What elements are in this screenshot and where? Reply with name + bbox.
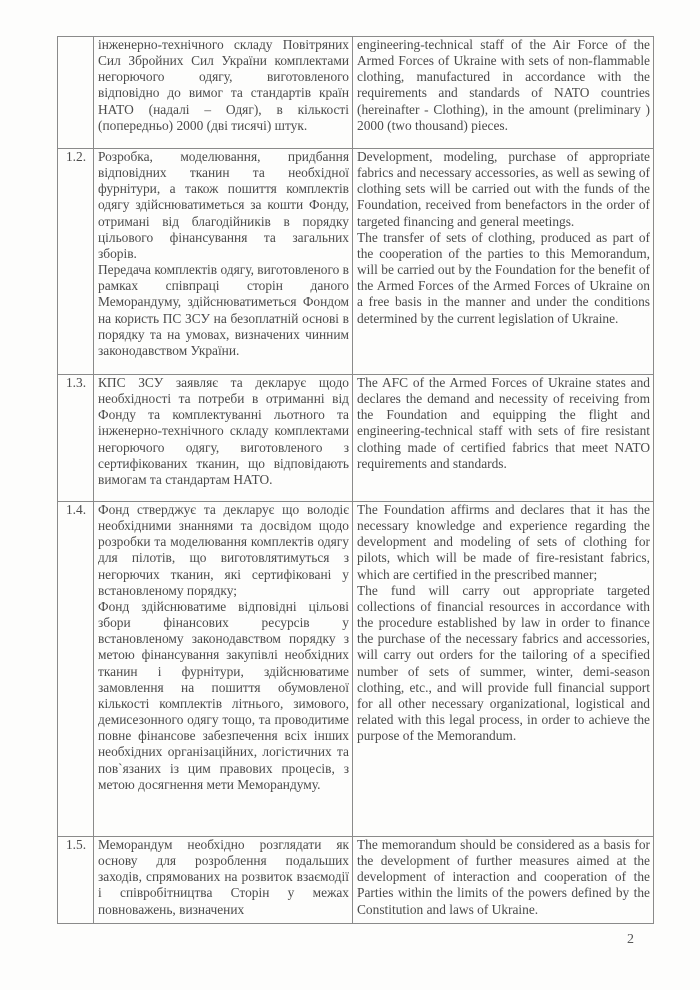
ukrainian-text-cell [94, 375, 353, 502]
ukrainian-paragraph: Фонд стверджує та декларує що володіє необхідними знаннями та досвідом щодо розробки та моделювання комплектів одягу для пілотів, що виготовлятимуться з негорючих тканин, які сертифіковані у встановленому порядку; [98, 502, 349, 598]
english-paragraph: Development, modeling, purchase of appropriate fabrics and necessary accessories, as well as sewing of clothing sets will be carried out with the funds of the Foundation, received from benefactors in the order of targeted financing and general meetings. [357, 149, 650, 229]
english-text-cell [353, 502, 654, 837]
clause-number: 1.4. [58, 502, 94, 837]
english-paragraph: The memorandum should be considered as a basis for the development of further measures aimed at the development of interaction and cooperation of the Parties within the limits of the powers defined by the Constitution and laws of Ukraine. [357, 837, 650, 917]
english-paragraph: engineering-technical staff of the Air Force of the Armed Forces of Ukraine with sets of non-flammable clothing, manufactured in accordance with the requirements and standards of NATO countries (hereinafter - Clothing), in the amount (preliminary ) 2000 (two thousand) pieces. [357, 37, 650, 133]
ukrainian-text-cell [94, 502, 353, 837]
ukrainian-paragraph: інженерно-технічного складу Повітряних Сил Збройних Сил України комплектами негорючого одягу, виготовленого відповідно до вимог та стандартів країн НАТО (надалі – Одяг), в кількості (попередньо) 2000 (дві тисячі) штук. [98, 37, 349, 133]
ukrainian-text-cell [94, 837, 353, 924]
table-row [58, 375, 654, 502]
english-text-cell [353, 837, 654, 924]
ukrainian-paragraph: КПС ЗСУ заявляє та декларує щодо необхідності та потреби в отриманні від Фонду та комплектуванні льотного та інженерно-технічного складу комплектами негорючого одягу, виготовленого з сертифікованих тканин, що відповідають вимогам та стандартам НАТО. [98, 375, 349, 487]
memorandum-table [57, 36, 654, 924]
clause-number [58, 37, 94, 149]
clause-number: 1.5. [58, 837, 94, 924]
ukrainian-paragraph: Меморандум необхідно розглядати як основу для розроблення подальших заходів, спрямованих на розвиток взаємодії і співробітництва Сторін у межах повноважень, визначених [98, 837, 349, 917]
english-paragraph: The AFC of the Armed Forces of Ukraine states and declares the demand and necessity of receiving from the Foundation and equipping the flight and engineering-technical staff with sets of fire resistant clothing made of certified fabrics that meet NATO requirements and standards. [357, 375, 650, 471]
table-row [58, 502, 654, 837]
english-text-cell [353, 149, 654, 375]
ukrainian-paragraph: Передача комплектів одягу, виготовленого в рамках співпраці сторін даного Меморандуму, здійснюватиметься Фондом на користь ПС ЗСУ на безоплатній основі в порядку та на умовах, визначених чинним законодавством України. [98, 262, 349, 358]
table-row [58, 149, 654, 375]
page-number: 2 [627, 932, 634, 947]
english-paragraph: The Foundation affirms and declares that it has the necessary knowledge and experience regarding the development and modeling of sets of clothing for pilots, which will be made of fire-resistant fabrics, which are certified in the prescribed manner; [357, 502, 650, 582]
table-row [58, 37, 654, 149]
ukrainian-paragraph: Фонд здійснюватиме відповідні цільові збори фінансових ресурсів у встановленому законодавством порядку з метою фінансування закупівлі необхідних тканин і фурнітури, здійснюватиме замовлення на пошиття обумовленої кількості комплектів літнього, зимового, демисезонного одягу тощо, та проводитиме повне фінансове забезпечення всіх інших необхідних організаційних, логістичних та пов`язаних із цим правових процесів, з метою досягнення мети Меморандуму. [98, 598, 349, 792]
table-row [58, 837, 654, 924]
english-text-cell [353, 375, 654, 502]
ukrainian-text-cell [94, 149, 353, 375]
english-paragraph: The fund will carry out appropriate targeted collections of financial resources in accordance with the procedure established by law in order to finance the purchase of the necessary fabrics and accessories, will carry out orders for the tailoring of a specified number of sets of summer, winter, demi-season clothing, etc., and will provide full financial support for all other necessary organizational, logistical and related with this legal process, in order to achieve the purpose of the Memorandum. [357, 582, 650, 744]
ukrainian-text-cell [94, 37, 353, 149]
english-text-cell [353, 37, 654, 149]
clause-number: 1.3. [58, 375, 94, 502]
clause-number: 1.2. [58, 149, 94, 375]
english-paragraph: The transfer of sets of clothing, produced as part of the cooperation of the parties to this Memorandum, will be carried out by the Foundation for the benefit of the Armed Forces of the Armed Forces of Ukraine on a free basis in the manner and under the conditions determined by the current legislation of Ukraine. [357, 229, 650, 326]
ukrainian-paragraph: Розробка, моделювання, придбання відповідних тканин та необхідної фурнітури, а також пошиття комплектів одягу здійснюватиметься за кошти Фонду, отримані від благодійників в порядку цільового фінансування та загальних зборів. [98, 149, 349, 261]
